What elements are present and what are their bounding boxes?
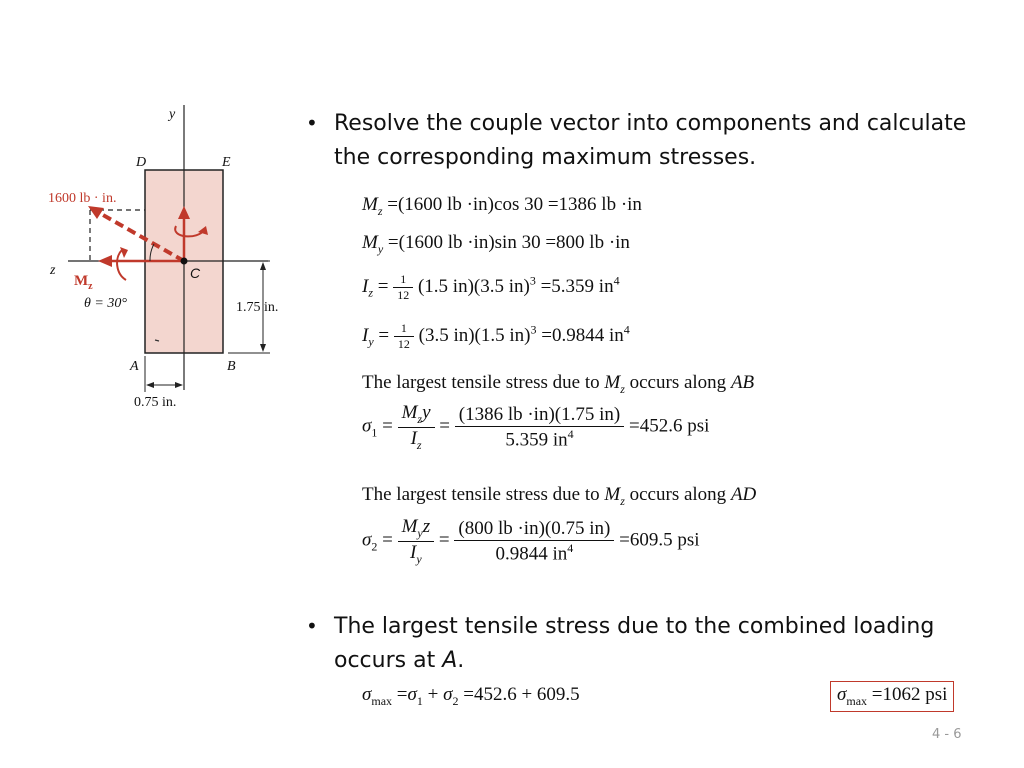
- label-y: y: [169, 107, 176, 122]
- mz-rotation-arrowhead: [120, 247, 128, 258]
- eq-mz: $M_z =(1600$ lb ·in)cos 30 =1386 lb ·in: [362, 194, 642, 218]
- page-number: 4 - 6: [932, 727, 962, 742]
- label-mz: $M_z$: [74, 273, 93, 292]
- label-c: C: [190, 265, 201, 281]
- eq-sigma-max: $\sigma_{max} =\sigma_1 + \sigma_2 =452.6 + 609.5$: [362, 684, 580, 708]
- eq-sigma2: $\sigma_2$ = $\frac{M_yz}{I_y}$ = $\frac{(800 lb \cdot in)(0.75 in)}{0.9844 in^4}$ =609.5 psi: [362, 516, 700, 566]
- dim-width-arrow-left: [146, 382, 154, 388]
- dim-height-arrow-bottom: [260, 344, 266, 352]
- note-along-ab: The largest tensile stress due to $M_z$ occurs along AB: [362, 372, 755, 396]
- eq-my: $M_y =(1600$ lb ·in)sin 30 =800 lb ·in: [362, 232, 630, 256]
- bullet-marker-2: •: [306, 614, 318, 638]
- dim-width-arrow-right: [175, 382, 183, 388]
- bullet-marker-1: •: [306, 111, 318, 135]
- label-a: A: [130, 359, 139, 374]
- label-b: B: [227, 359, 236, 374]
- mz-vector-arrowhead: [98, 255, 112, 267]
- beam-diagram: [40, 95, 300, 415]
- point-c: [181, 258, 188, 265]
- label-theta: θ = 30°: [84, 296, 127, 311]
- bullet-text-1: Resolve the couple vector into components and calculate the corresponding maximum stresses.: [334, 111, 967, 170]
- sigma-max-result-box: $\sigma_{max} =1062$ psi: [830, 681, 954, 712]
- label-moment: 1600 lb · in.: [48, 191, 117, 206]
- label-dim-height: 1.75 in.: [236, 300, 279, 315]
- label-z: z: [50, 263, 56, 278]
- note-along-ad: The largest tensile stress due to $M_z$ occurs along AD: [362, 484, 757, 508]
- eq-sigma1: $\sigma_1$ = $\frac{M_zy}{I_z}$ = $\frac{(1386 lb \cdot in)(1.75 in)}{5.359 in^4}$ =452.6 psi: [362, 402, 710, 452]
- label-d: D: [136, 155, 147, 170]
- dim-height-arrow-top: [260, 262, 266, 270]
- label-e: E: [222, 155, 231, 170]
- label-dim-width: 0.75 in.: [134, 395, 177, 410]
- bullet-text-2: The largest tensile stress due to the combined loading occurs at A.: [334, 614, 935, 673]
- eq-iy: $I_y$ = $\frac{1}{12}$ (3.5 in)(1.5 in)$^3$ =0.9844 $in^4$: [362, 321, 630, 351]
- eq-iz: $I_z$ = $\frac{1}{12}$ (1.5 in)(3.5 in)$^3$ =5.359 $in^4$: [362, 272, 620, 302]
